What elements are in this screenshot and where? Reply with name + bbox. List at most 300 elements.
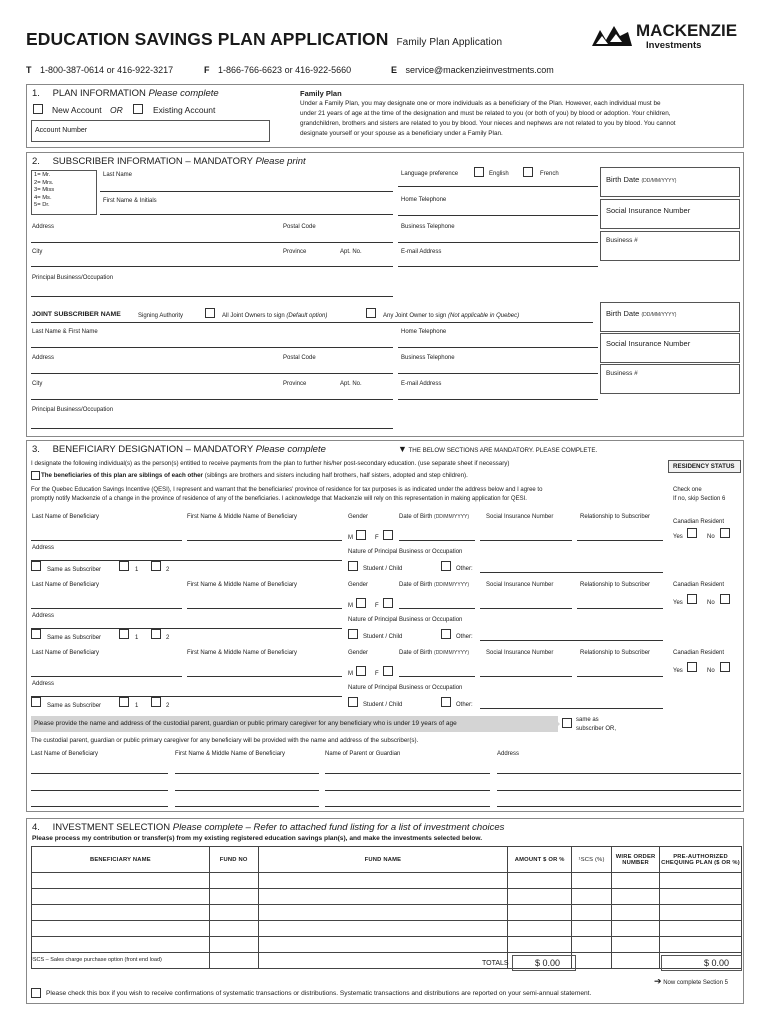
total-pac: $ 0.00	[704, 958, 730, 968]
ben3-student-checkbox[interactable]	[348, 697, 358, 707]
same-as-subscriber-checkbox[interactable]	[562, 718, 572, 728]
last-name-label: Last Name	[103, 172, 133, 178]
ben2-student-checkbox[interactable]	[348, 629, 358, 639]
next-section	[654, 977, 728, 986]
all-joint-text: All Joint Owners to sign	[222, 313, 285, 319]
joint-name-line[interactable]	[31, 322, 593, 323]
email-line[interactable]	[398, 266, 598, 267]
col-wire-order: WIRE ORDER NUMBER	[612, 847, 660, 873]
ben3-last-name-label: Last Name of Beneficiary	[32, 650, 100, 656]
ben1-student-checkbox[interactable]	[348, 561, 358, 571]
ben2-canadian-resident-label: Canadian Resident	[673, 582, 725, 588]
english-label: English	[489, 171, 509, 177]
ben2-m-label: M	[348, 603, 353, 609]
ben1-address-label: Address	[32, 545, 55, 551]
address-label: Address	[32, 224, 55, 230]
ben2-sub1-checkbox[interactable]	[119, 629, 129, 639]
investment-table	[31, 846, 742, 969]
ben3-relationship-label: Relationship to Subscriber	[580, 650, 651, 656]
joint-business-tel-line[interactable]	[398, 373, 598, 374]
section4-note: Please complete – Refer to attached fund listing for a list of investment choices	[172, 822, 505, 833]
investment-cell[interactable]	[32, 921, 210, 937]
custodial-bar-text: Please provide the name and address of the custodial parent, guardian or public primary caregiver for any beneficiary who is under 19 years of age	[34, 720, 457, 727]
title-text: EDUCATION SAVINGS PLAN APPLICATION	[26, 29, 389, 49]
custodial-row-2-last[interactable]	[31, 790, 168, 791]
ben3-yes-label: Yes	[673, 668, 683, 674]
investment-cell[interactable]	[612, 921, 660, 937]
investment-cell[interactable]	[660, 873, 742, 889]
ben1-first-name-line[interactable]	[187, 540, 342, 541]
joint-business-no-label: Business #	[606, 370, 638, 377]
ben2-same-as-label: Same as Subscriber	[47, 635, 102, 641]
ben3-dob-text: Date of Birth	[399, 650, 433, 656]
investment-cell[interactable]	[258, 873, 508, 889]
ben3-other-checkbox[interactable]	[441, 697, 451, 707]
joint-last-first-label: Last Name & First Name	[32, 329, 98, 335]
section2-note: Please print	[255, 156, 306, 167]
investment-cell[interactable]	[572, 953, 612, 969]
ben1-sin-label: Social Insurance Number	[486, 514, 554, 520]
existing-account-label: Existing Account	[153, 105, 216, 115]
subscriber-or-label: subscriber OR,	[576, 726, 617, 732]
section4-title: INVESTMENT SELECTION	[52, 822, 171, 833]
ben2-same-as-subscriber-checkbox[interactable]	[31, 629, 41, 639]
investment-row	[32, 905, 742, 921]
investment-instruction: Please process my contribution or transfer(s) from my existing registered education savings plan(s), and make the investments selected below.	[32, 835, 483, 842]
fax-label: F	[204, 65, 210, 75]
custodial-row-3-parent[interactable]	[325, 806, 490, 807]
ben3-male-checkbox[interactable]	[356, 666, 366, 676]
ben1-gender-label: Gender	[348, 514, 369, 520]
section4-num: 4.	[32, 822, 40, 833]
siblings-rest: (siblings are brothers and sisters including half brothers, half sisters, adopted and step children).	[204, 472, 468, 479]
occupation-label: Principal Business/Occupation	[32, 275, 114, 281]
ben3-address-label: Address	[32, 681, 55, 687]
section1-num: 1.	[32, 88, 40, 99]
residency-status-label: RESIDENCY STATUS	[673, 463, 735, 470]
custodial-row-1-first[interactable]	[175, 773, 319, 774]
investment-cell[interactable]	[209, 889, 258, 905]
ben2-dob-line[interactable]	[399, 608, 475, 609]
investment-cell[interactable]	[660, 921, 742, 937]
joint-city-line[interactable]	[31, 399, 393, 400]
designation-intro: I designate the following individual(s) as the person(s) entitled to receive payments from the plan to further his/her post-secondary education. (use separate sheet if necessary)	[31, 460, 510, 467]
ben2-relationship-label: Relationship to Subscriber	[580, 582, 651, 588]
ben1-same-as-subscriber-checkbox[interactable]	[31, 561, 41, 571]
ben3-sub2-checkbox[interactable]	[151, 697, 161, 707]
joint-occupation-line[interactable]	[31, 428, 393, 429]
birth-date-fmt: (DD/MM/YYYY)	[641, 178, 677, 184]
province-label: Province	[283, 249, 307, 255]
title-code-3: 3= Miss	[34, 187, 55, 194]
email-line	[391, 66, 554, 75]
new-account-checkbox[interactable]	[33, 104, 43, 114]
investment-cell[interactable]	[612, 889, 660, 905]
city-line[interactable]	[31, 266, 393, 267]
title-code-1: 1= Mr.	[34, 172, 51, 178]
same-as-label: same as	[576, 717, 599, 723]
confirmations-text: Please check this box if you wish to receive confirmations of systematic transactions or distributions. Systematic transactions and distributions are reported on your semi-annual statement.	[46, 990, 592, 997]
ben2-first-name-line[interactable]	[187, 608, 342, 609]
email-label: E-mail Address	[401, 249, 442, 255]
ben3-dob-fmt: (DD/MM/YYYY)	[434, 650, 470, 656]
brand-sub: Investments	[646, 40, 702, 51]
ben3-sin-label: Social Insurance Number	[486, 650, 554, 656]
investment-cell[interactable]	[508, 937, 572, 953]
next-section-text: Now complete Section 5	[663, 980, 728, 986]
joint-birth-date-text: Birth Date	[606, 309, 640, 318]
joint-occupation-label: Principal Business/Occupation	[32, 407, 114, 413]
investment-cell[interactable]	[32, 873, 210, 889]
french-checkbox[interactable]	[523, 167, 533, 177]
ben3-other-label: Other:	[456, 702, 473, 708]
first-name-label: First Name & Initials	[103, 198, 157, 204]
birth-date-text: Birth Date	[606, 175, 640, 184]
joint-address-label: Address	[32, 355, 55, 361]
investment-cell[interactable]	[209, 921, 258, 937]
occupation-line[interactable]	[31, 296, 393, 297]
ben3-sub1-label: 1	[135, 703, 139, 709]
investment-cell[interactable]	[508, 873, 572, 889]
ben3-canadian-resident-label: Canadian Resident	[673, 650, 725, 656]
ben2-last-name-line[interactable]	[31, 608, 182, 609]
investment-row	[32, 921, 742, 937]
city-label: City	[32, 249, 43, 255]
fax-value: 1-866-766-6623 or 416-922-5660	[218, 65, 352, 75]
language-line	[398, 186, 598, 187]
investment-cell[interactable]	[508, 921, 572, 937]
mandatory-text: THE BELOW SECTIONS ARE MANDATORY. PLEASE COMPLETE.	[408, 447, 598, 454]
qesi-line-2: promptly notify Mackenzie of a change in the province of residence of any of the beneficiaries. I acknowledge that Mackenzie will rely on this representation in making application for QESI.	[31, 496, 527, 502]
ben1-other-checkbox[interactable]	[441, 561, 451, 571]
ben1-relationship-line[interactable]	[577, 540, 663, 541]
custodial-row-2-address[interactable]	[497, 790, 741, 791]
ben3-female-checkbox[interactable]	[383, 666, 393, 676]
title-code-5: 5= Dr.	[34, 202, 50, 209]
ben2-relationship-line[interactable]	[577, 608, 663, 609]
investment-cell[interactable]	[612, 937, 660, 953]
ben2-address-line[interactable]	[31, 628, 342, 629]
ben2-dob-label	[399, 582, 469, 588]
investment-row	[32, 873, 742, 889]
investment-cell[interactable]	[508, 905, 572, 921]
ben2-sub1-label: 1	[135, 635, 139, 641]
family-plan-line-1: Under a Family Plan, you may designate one or more individuals as a beneficiary of the Plan. However, each individual must be	[300, 100, 661, 107]
joint-subscriber-title: JOINT SUBSCRIBER NAME	[32, 311, 121, 318]
all-joint-checkbox[interactable]	[205, 308, 215, 318]
ben2-resident-no-checkbox[interactable]	[720, 594, 730, 604]
investment-cell[interactable]	[612, 873, 660, 889]
ben1-other-line[interactable]	[480, 572, 663, 573]
investment-cell[interactable]	[572, 921, 612, 937]
ben2-yes-label: Yes	[673, 600, 683, 606]
joint-last-first-line[interactable]	[31, 347, 393, 348]
check-one-label: Check one	[673, 487, 702, 493]
section3-num: 3.	[32, 444, 40, 455]
section2-num: 2.	[32, 156, 40, 167]
ben3-sin-line[interactable]	[480, 676, 572, 677]
qesi-line-1: For the Quebec Education Savings Incentive (QESI), I represent and warrant that the beneficiaries' province of residence for tax purposes is as indicated under the address below and I agree to	[31, 487, 543, 493]
ben1-sub2-checkbox[interactable]	[151, 561, 161, 571]
joint-postal-label: Postal Code	[283, 355, 316, 361]
custodial-row-1-last[interactable]	[31, 773, 168, 774]
joint-province-label: Province	[283, 381, 307, 387]
ben3-no-label: No	[707, 668, 715, 674]
joint-email-line[interactable]	[398, 399, 598, 400]
custodial-row-1-parent[interactable]	[325, 773, 490, 774]
ben1-nature-label: Nature of Principal Business or Occupation	[348, 549, 463, 555]
ben3-relationship-line[interactable]	[577, 676, 663, 677]
section4-heading	[32, 823, 504, 833]
ben1-female-checkbox[interactable]	[383, 530, 393, 540]
investment-cell[interactable]	[32, 889, 210, 905]
family-plan-line-2: under 21 years of age at the time of the designation and must be related to you (or both of you) by blood or adoption. Your children,	[300, 110, 671, 117]
ben1-m-label: M	[348, 535, 353, 541]
ben1-address-line[interactable]	[31, 560, 342, 561]
any-joint-text: Any Joint Owner to sign	[383, 313, 447, 319]
custodial-row-3-last[interactable]	[31, 806, 168, 807]
ben3-first-name-line[interactable]	[187, 676, 342, 677]
custodial-row-3-first[interactable]	[175, 806, 319, 807]
custodial-row-1-address[interactable]	[497, 773, 741, 774]
ben2-sub2-label: 2	[166, 635, 170, 641]
section1-note: Please complete	[148, 88, 219, 99]
postal-code-label: Postal Code	[283, 224, 316, 230]
investment-cell[interactable]	[32, 905, 210, 921]
ben3-address-line[interactable]	[31, 696, 342, 697]
ben1-sub2-label: 2	[166, 567, 170, 573]
ben1-dob-text: Date of Birth	[399, 514, 433, 520]
joint-business-no-box[interactable]	[600, 364, 740, 394]
ben1-first-name-label: First Name & Middle Name of Beneficiary	[187, 514, 298, 520]
ben2-f-label: F	[375, 603, 379, 609]
account-number-label: Account Number	[35, 127, 88, 134]
contact-line	[26, 66, 173, 75]
ben3-f-label: F	[375, 671, 379, 677]
if-no-label: If no, skip Section 6	[673, 496, 726, 502]
section1-title: PLAN INFORMATION	[52, 88, 146, 99]
ben1-sin-line[interactable]	[480, 540, 572, 541]
ben2-male-checkbox[interactable]	[356, 598, 366, 608]
ben1-f-label: F	[375, 535, 379, 541]
investment-cell[interactable]	[612, 905, 660, 921]
ben2-nature-label: Nature of Principal Business or Occupation	[348, 617, 463, 623]
ben1-last-name-label: Last Name of Beneficiary	[32, 514, 100, 520]
siblings-statement	[41, 473, 468, 479]
joint-email-label: E-mail Address	[401, 381, 442, 387]
business-no-box[interactable]	[600, 231, 740, 261]
joint-address-line[interactable]	[31, 373, 393, 374]
any-joint-note: (Not applicable in Quebec)	[448, 313, 520, 319]
custodial-note: The custodial parent, guardian or public primary caregiver for any beneficiary will be provided with the name and address of the subscriber(s).	[31, 737, 419, 744]
address-line[interactable]	[31, 242, 393, 243]
ben2-other-checkbox[interactable]	[441, 629, 451, 639]
ben1-same-as-label: Same as Subscriber	[47, 567, 102, 573]
ben2-dob-fmt: (DD/MM/YYYY)	[434, 582, 470, 588]
section3-note: Please complete	[255, 444, 326, 455]
investment-cell[interactable]	[209, 905, 258, 921]
ben3-dob-line[interactable]	[399, 676, 475, 677]
english-checkbox[interactable]	[474, 167, 484, 177]
logo-mark-icon	[590, 22, 634, 52]
col-beneficiary-name: BENEFICIARY NAME	[32, 847, 210, 873]
arrow-right-icon: ➔	[654, 976, 662, 986]
ben3-sub1-checkbox[interactable]	[119, 697, 129, 707]
ben3-same-as-subscriber-checkbox[interactable]	[31, 697, 41, 707]
col-amount: AMOUNT $ OR %	[508, 847, 572, 873]
custodial-col-first: First Name & Middle Name of Beneficiary	[175, 751, 286, 757]
investment-cell[interactable]	[572, 889, 612, 905]
home-tel-line[interactable]	[398, 215, 598, 216]
sin-label: Social Insurance Number	[606, 206, 691, 215]
investment-cell[interactable]	[660, 937, 742, 953]
investment-cell[interactable]	[660, 889, 742, 905]
investment-cell[interactable]	[209, 953, 258, 969]
section2-title: SUBSCRIBER INFORMATION – MANDATORY	[52, 156, 253, 167]
ben1-dob-label	[399, 514, 469, 520]
birth-date-label	[606, 176, 676, 184]
ben1-resident-yes-checkbox[interactable]	[687, 528, 697, 538]
ben1-dob-fmt: (DD/MM/YYYY)	[434, 514, 470, 520]
ben2-address-label: Address	[32, 613, 55, 619]
investment-cell[interactable]	[258, 905, 508, 921]
existing-account-checkbox[interactable]	[133, 104, 143, 114]
ben2-last-name-label: Last Name of Beneficiary	[32, 582, 100, 588]
investment-cell[interactable]	[209, 937, 258, 953]
signing-authority-label: Signing Authority	[138, 313, 184, 319]
french-label: French	[540, 171, 559, 177]
title-code-2: 2= Mrs.	[34, 179, 54, 186]
ben2-female-checkbox[interactable]	[383, 598, 393, 608]
home-tel-label: Home Telephone	[401, 197, 447, 203]
ben2-first-name-label: First Name & Middle Name of Beneficiary	[187, 582, 298, 588]
first-name-line[interactable]	[100, 214, 393, 215]
investment-cell[interactable]	[572, 905, 612, 921]
custodial-col-address: Address	[497, 751, 520, 757]
joint-sin-label: Social Insurance Number	[606, 339, 691, 348]
investment-cell[interactable]	[508, 889, 572, 905]
form-title	[26, 31, 502, 49]
custodial-row-3-address[interactable]	[497, 806, 741, 807]
col-fund-name: FUND NAME	[258, 847, 508, 873]
custodial-arrow-icon	[552, 716, 560, 732]
ben2-student-label: Student / Child	[363, 634, 403, 640]
apt-label: Apt. No.	[340, 249, 362, 255]
ben3-sub2-label: 2	[166, 703, 170, 709]
ben2-other-line[interactable]	[480, 640, 663, 641]
ben3-nature-label: Nature of Principal Business or Occupation	[348, 685, 463, 691]
ben1-no-label: No	[707, 534, 715, 540]
last-name-line[interactable]	[100, 191, 393, 192]
ben3-dob-label	[399, 650, 469, 656]
investment-row	[32, 937, 742, 953]
investment-cell[interactable]	[32, 937, 210, 953]
business-no-label: Business #	[606, 237, 638, 244]
ben2-dob-text: Date of Birth	[399, 582, 433, 588]
investment-cell[interactable]	[572, 873, 612, 889]
investment-cell[interactable]	[572, 937, 612, 953]
col-pac: PRE-AUTHORIZED CHEQUING PLAN ($ OR %)	[660, 847, 742, 873]
ben3-resident-no-checkbox[interactable]	[720, 662, 730, 672]
custodial-row-2-parent[interactable]	[325, 790, 490, 791]
investment-cell[interactable]	[660, 905, 742, 921]
ben3-first-name-label: First Name & Middle Name of Beneficiary	[187, 650, 298, 656]
family-plan-line-4: designate yourself or your spouse as a beneficiary under a Family Plan.	[300, 130, 503, 137]
ben2-resident-yes-checkbox[interactable]	[687, 594, 697, 604]
investment-cell[interactable]	[258, 921, 508, 937]
ben1-sub1-checkbox[interactable]	[119, 561, 129, 571]
joint-home-tel-label: Home Telephone	[401, 329, 447, 335]
custodial-col-parent: Name of Parent or Guardian	[325, 751, 401, 757]
joint-apt-label: Apt. No.	[340, 381, 362, 387]
ben3-same-as-label: Same as Subscriber	[47, 703, 102, 709]
language-label: Language preference	[401, 171, 459, 177]
ben1-dob-line[interactable]	[399, 540, 475, 541]
ben1-canadian-resident-label: Canadian Resident	[673, 519, 725, 525]
any-joint-checkbox[interactable]	[366, 308, 376, 318]
section2-heading	[32, 157, 306, 167]
joint-birth-date-fmt: (DD/MM/YYYY)	[641, 312, 677, 318]
ben2-no-label: No	[707, 600, 715, 606]
arrow-down-icon: ▼	[398, 444, 407, 454]
custodial-row-2-first[interactable]	[175, 790, 319, 791]
business-tel-label: Business Telephone	[401, 224, 455, 230]
ben2-sub2-checkbox[interactable]	[151, 629, 161, 639]
ben3-last-name-line[interactable]	[31, 676, 182, 677]
ben1-student-label: Student / Child	[363, 566, 403, 572]
siblings-bold: The beneficiaries of this plan are siblings of each other	[41, 472, 203, 479]
ben1-last-name-line[interactable]	[31, 540, 182, 541]
ben3-student-label: Student / Child	[363, 702, 403, 708]
mackenzie-logo	[590, 20, 750, 54]
mandatory-notice	[398, 445, 597, 454]
investment-cell[interactable]	[209, 873, 258, 889]
family-plan-title: Family Plan	[300, 89, 342, 98]
brand-name: MACKENZIE	[636, 21, 738, 40]
joint-sin-box[interactable]	[600, 333, 740, 363]
business-tel-line[interactable]	[398, 242, 598, 243]
investment-rows	[32, 873, 742, 969]
ben2-other-label: Other:	[456, 634, 473, 640]
section3-title: BENEFICIARY DESIGNATION – MANDATORY	[52, 444, 254, 455]
ben3-other-line[interactable]	[480, 708, 663, 709]
ben1-resident-no-checkbox[interactable]	[720, 528, 730, 538]
ben2-sin-line[interactable]	[480, 608, 572, 609]
ben3-resident-yes-checkbox[interactable]	[687, 662, 697, 672]
title-code-4: 4= Ms.	[34, 194, 52, 201]
confirmations-checkbox[interactable]	[31, 988, 41, 998]
ben3-m-label: M	[348, 671, 353, 677]
investment-cell[interactable]	[612, 953, 660, 969]
investment-cell[interactable]	[258, 937, 508, 953]
joint-home-tel-line[interactable]	[398, 347, 598, 348]
all-joint-label	[222, 313, 327, 319]
section3-heading	[32, 445, 326, 455]
ben1-yes-label: Yes	[673, 534, 683, 540]
siblings-checkbox[interactable]	[31, 471, 40, 480]
email-value: service@mackenzieinvestments.com	[405, 65, 554, 75]
scs-footnote: ¹SCS – Sales charge purchase option (front end load)	[31, 957, 162, 963]
total-amount: $ 0.00	[535, 958, 561, 968]
investment-cell[interactable]	[258, 889, 508, 905]
investment-cell[interactable]	[258, 953, 508, 969]
ben1-other-label: Other:	[456, 566, 473, 572]
ben1-male-checkbox[interactable]	[356, 530, 366, 540]
fax-line	[204, 66, 351, 75]
tel-value: 1-800-387-0614 or 416-922-3217	[40, 65, 174, 75]
ben1-sub1-label: 1	[135, 567, 139, 573]
family-plan-line-3: grandchildren, brothers and sisters are related to you by blood. Your nieces and nephews are not related to you by blood. You cannot	[300, 120, 676, 127]
